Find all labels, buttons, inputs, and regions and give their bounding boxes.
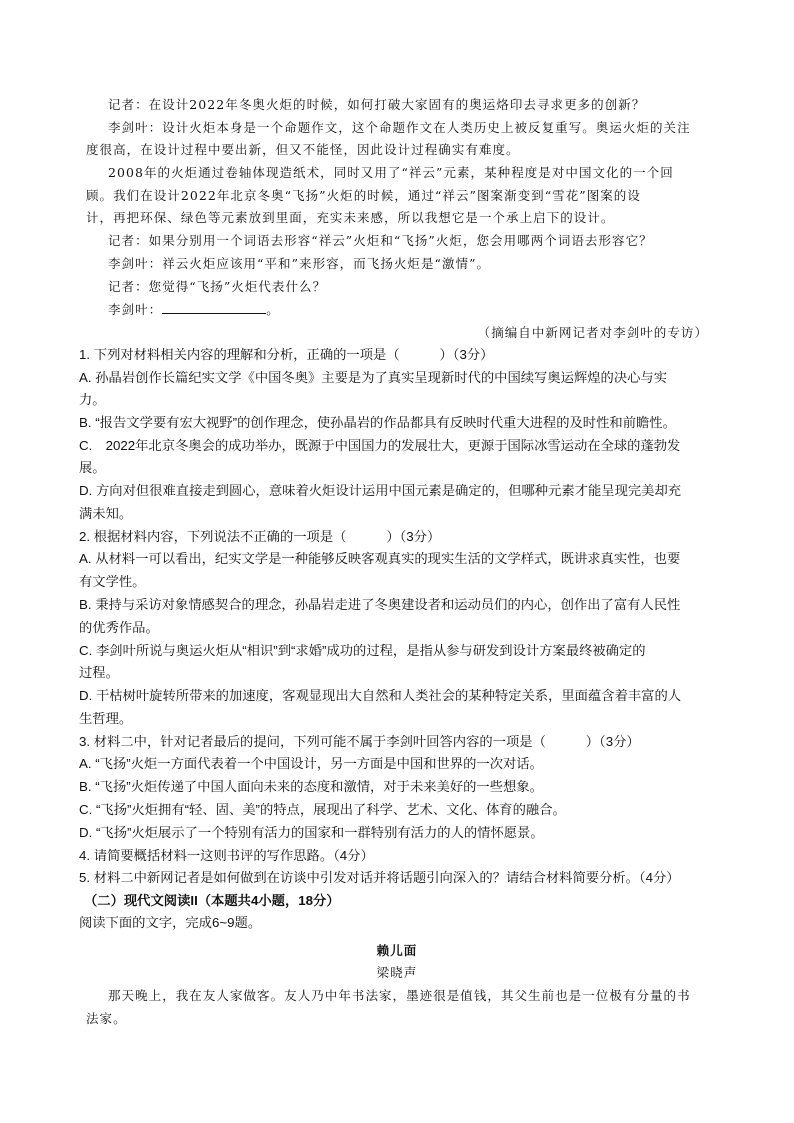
article-paragraph-1: 那天晚上，我在友人家做客。友人乃中年书法家，墨迹很是值钱，其父生前也是一位极有分量的书 [108, 988, 691, 1003]
question-2-option-a-cont: 有文学性。 [79, 574, 146, 589]
interview-answer-3 [86, 299, 726, 321]
interview-answer-2: 李剑叶：祥云火炬应该用“平和”来形容，而飞扬火炬是“激情”。 [108, 256, 491, 271]
question-1-option-a-cont: 力。 [79, 392, 106, 407]
interview-question-2: 记者：如果分别用一个词语去形容“祥云”火炬和“飞扬”火炬，您会用哪两个词语去形容它？ [108, 233, 653, 248]
answer-3-period: 。 [266, 302, 280, 317]
question-4: 4. 请简要概括材料一这则书评的写作思路。（4分） [79, 848, 374, 863]
question-2-option-c: C. 李剑叶所说与奥运火炬从“相识”到“求婚”成功的过程，是指从参与研发到设计方案最终被确定的 [79, 643, 646, 658]
question-2-option-b-cont: 的优秀作品。 [79, 620, 159, 635]
question-1-option-d: D. 方向对但很难直接走到圆心，意味着火炬设计运用中国元素是确定的，但哪种元素才能呈现完美却充 [79, 483, 682, 498]
question-2-option-d-cont: 生哲理。 [79, 711, 133, 726]
question-1-option-a: A. 孙晶岩创作长篇纪实文学《中国冬奥》主要是为了真实呈现新时代的中国续写奥运辉煌的决心与实 [79, 370, 668, 385]
article-title: 赖儿面 [376, 943, 418, 958]
question-5: 5. 材料二中新网记者是如何做到在访谈中引发对话并将话题引向深入的？请结合材料简要分析。（4分） [79, 870, 680, 885]
question-1-stem: 1. 下列对材料相关内容的理解和分析，正确的一项是（ ）（3分） [79, 347, 494, 362]
interview-paragraph-2008: 2008年的火炬通过卷轴体现造纸术，同时又用了“祥云”元素，某种程度是对中国文化的一个回 [108, 165, 674, 180]
source-citation: （摘编自中新网记者对李剑叶的专访） [477, 325, 708, 340]
question-3-option-b: B. “飞扬”火炬传递了中国人面向未来的态度和激情，对于未来美好的一些想象。 [79, 779, 543, 794]
question-2-option-b: B. 秉持与采访对象情感契合的理念，孙晶岩走进了冬奥建设者和运动员们的内心，创作出了富有人民性 [79, 597, 681, 612]
question-3-stem: 3. 材料二中，针对记者最后的提问，下列可能不属于李剑叶回答内容的一项是（ ）（3分） [79, 734, 640, 749]
question-1-option-d-cont: 满未知。 [79, 506, 133, 521]
answer-blank-line [162, 299, 266, 314]
interview-paragraph-2008-end: 计，再把环保、绿色等元素放到里面，充实未来感，所以我想它是一个承上启下的设计。 [86, 210, 615, 225]
interview-question-3: 记者：您觉得“飞扬”火炬代表什么？ [108, 279, 327, 294]
question-2-stem: 2. 根据材料内容，下列说法不正确的一项是（ ）（3分） [79, 529, 441, 544]
section-instruction: 阅读下面的文字，完成6~9题。 [79, 915, 262, 930]
article-author: 梁晓声 [376, 965, 418, 980]
question-2-option-c-cont: 过程。 [79, 665, 119, 680]
question-2-option-a: A. 从材料一可以看出，纪实文学是一种能够反映客观真实的现实生活的文学样式，既讲求真实性，也要 [79, 551, 681, 566]
question-3-option-c: C. “飞扬”火炬拥有“轻、固、美”的特点，展现出了科学、艺术、文化、体育的融合。 [79, 802, 566, 817]
question-1-option-b: B. “报告文学要有宏大视野”的创作理念，使孙晶岩的作品都具有反映时代重大进程的及时性和前瞻性。 [79, 415, 676, 430]
interview-paragraph-2008-cont: 顾。我们在设计2022年北京冬奥“飞扬”火炬的时候，通过“祥云”图案渐变到“雪花”图案的设 [86, 188, 641, 203]
question-3-option-d: D. “飞扬”火炬展示了一个特别有活力的国家和一群特别有活力的人的情怀愿景。 [79, 825, 544, 840]
interview-answer-1: 李剑叶：设计火炬本身是一个命题作文，这个命题作文在人类历史上被反复重写。奥运火炬的关注 [108, 120, 691, 135]
section-heading: （二）现代文阅读II（本题共4小题，18分） [84, 893, 340, 908]
question-1-option-c: C. 2022年北京冬奥会的成功举办，既源于中国国力的发展壮大，更源于国际冰雪运动在全球的蓬勃发 [79, 438, 681, 453]
question-1-option-c-cont: 展。 [79, 460, 106, 475]
interview-answer-1-cont: 度很高，在设计过程中要出新，但又不能怪，因此设计过程确实有难度。 [86, 142, 520, 157]
article-paragraph-1-cont: 法家。 [86, 1011, 127, 1026]
question-2-option-d: D. 干枯树叶旋转所带来的加速度，客观显现出大自然和人类社会的某种特定关系，里面蕴含着丰富的人 [79, 688, 682, 703]
question-3-option-a: A. “飞扬”火炬一方面代表着一个中国设计，另一方面是中国和世界的一次对话。 [79, 756, 543, 771]
interview-question-1: 记者：在设计2022年冬奥火炬的时候，如何打破大家固有的奥运烙印去寻求更多的创新？ [108, 97, 646, 112]
answer-3-speaker: 李剑叶： [108, 302, 163, 317]
